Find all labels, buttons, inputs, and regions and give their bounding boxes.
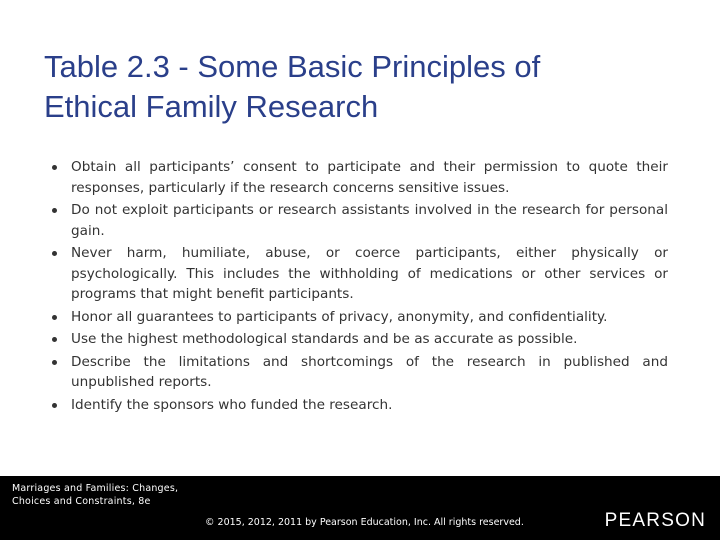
list-item-text: Honor all guarantees to participants of privacy, anonymity, and confidentiality. <box>71 308 608 325</box>
footer-copyright: © 2015, 2012, 2011 by Pearson Education, Inc. All rights reserved. <box>205 517 524 528</box>
bullet-icon <box>52 337 57 342</box>
bullet-icon <box>52 403 57 408</box>
list-item <box>52 243 668 305</box>
footer-book-line-1: Marriages and Families: Changes, <box>12 483 179 494</box>
list-item <box>52 395 668 416</box>
bullet-icon <box>52 251 57 256</box>
list-item <box>52 329 668 350</box>
footer-book-title <box>12 482 197 508</box>
list-item <box>52 157 668 198</box>
slide-title <box>44 47 684 127</box>
list-item-text: Describe the limitations and shortcomings of the research in published and unpublished reports. <box>71 353 668 390</box>
list-item <box>52 307 668 328</box>
list-item-text: Do not exploit participants or research assistants involved in the research for personal gain. <box>71 202 668 239</box>
bullet-icon <box>52 360 57 365</box>
list-item-text: Never harm, humiliate, abuse, or coerce participants, either physically or psychologically. This includes the withholding of medications or other services or programs that might benefit participants. <box>71 245 668 302</box>
slide-title-line-1: Table 2.3 - Some Basic Principles of <box>44 48 541 84</box>
list-item <box>52 352 668 393</box>
footer-book-line-2: Choices and Constraints, 8e <box>12 496 151 507</box>
list-item-text: Obtain all participants’ consent to participate and their permission to quote their responses, particularly if the research concerns sensitive issues. <box>71 159 668 196</box>
bullet-icon <box>52 315 57 320</box>
list-item-text: Identify the sponsors who funded the research. <box>71 396 393 413</box>
slide-title-line-2: Ethical Family Research <box>44 88 379 124</box>
footer-bar <box>0 476 720 540</box>
bullet-icon <box>52 208 57 213</box>
list-item-text: Use the highest methodological standards and be as accurate as possible. <box>71 331 578 347</box>
pearson-logo: PEARSON <box>604 510 706 531</box>
principles-list <box>52 157 668 417</box>
list-item <box>52 200 668 241</box>
bullet-icon <box>52 165 57 170</box>
